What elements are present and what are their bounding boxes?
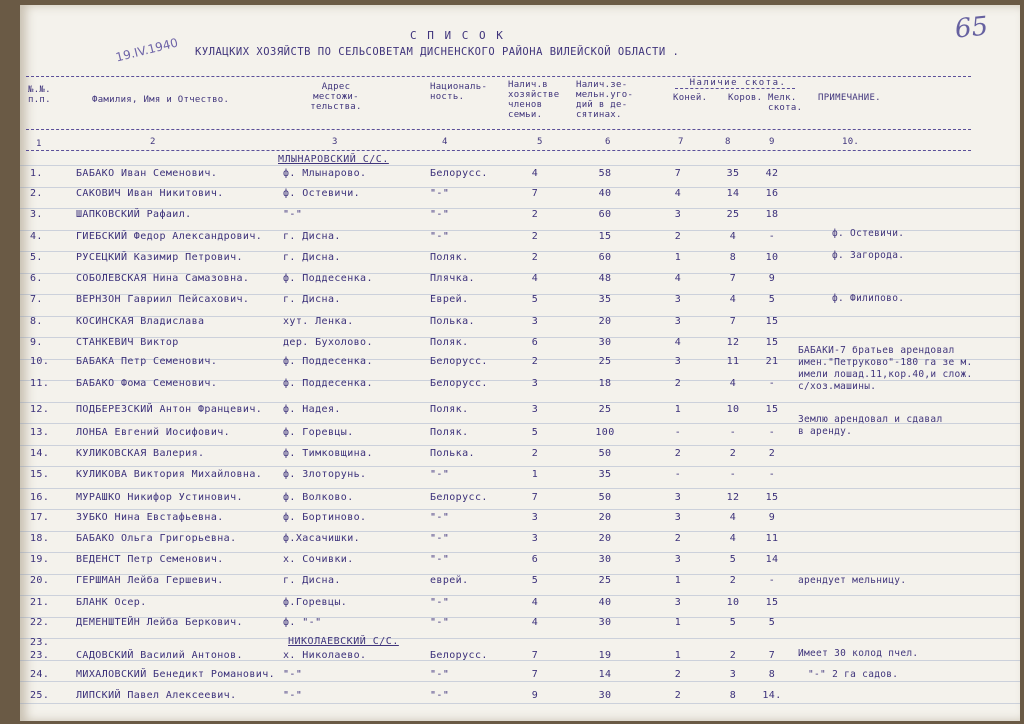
cell-name: ЛИПСКИЙ Павел Алексеевич. [76, 690, 237, 701]
cell-cows: 25 [726, 209, 740, 220]
cell-n: 24. [30, 669, 50, 680]
cell-small: 16 [765, 188, 779, 199]
cell-horses: 2 [674, 231, 682, 242]
cell-horses: 1 [674, 575, 682, 586]
table-row [20, 448, 1020, 468]
cell-small: 42 [765, 168, 779, 179]
header-name: Фамилия, Имя и Отчество. [92, 95, 230, 105]
cell-addr: ф. Поддесенка. [283, 356, 373, 367]
cell-horses: 3 [674, 554, 682, 565]
table-row [20, 316, 1020, 336]
cell-fam: 3 [531, 316, 539, 327]
cell-n: 15. [30, 469, 50, 480]
cell-horses: 1 [674, 404, 682, 415]
cell-name: РУСЕЦКИЙ Казимир Петрович. [76, 252, 243, 263]
cell-nat: "-" [430, 209, 450, 220]
cell-nat: Белорусс. [430, 378, 488, 389]
cell-small: - [768, 378, 776, 389]
cell-horses: 3 [674, 209, 682, 220]
cell-cows: 2 [729, 575, 737, 586]
cell-cows: 4 [729, 294, 737, 305]
cell-fam: 3 [531, 404, 539, 415]
colnum-6: 6 [605, 137, 611, 147]
cell-n: 21. [30, 597, 50, 608]
document-page [20, 5, 1020, 721]
note: Землю арендовал и сдавал [798, 414, 943, 425]
cell-small: 5 [768, 617, 776, 628]
cell-land: 58 [598, 168, 612, 179]
header-notes: ПРИМЕЧАНИЕ. [818, 93, 881, 103]
cell-land: 35 [598, 469, 612, 480]
cell-small: 11 [765, 533, 779, 544]
cell-cows: 7 [729, 316, 737, 327]
cell-addr: ф.Хасачишки. [283, 533, 361, 544]
cell-addr: ф. Млынарово. [283, 168, 367, 179]
header-nationality: Националь- ность. [430, 82, 488, 102]
cell-name: САКОВИЧ Иван Никитович. [76, 188, 224, 199]
cell-cows: - [729, 469, 737, 480]
cell-name: БЛАНК Осер. [76, 597, 147, 608]
cell-land: 60 [598, 209, 612, 220]
cell-n: 16. [30, 492, 50, 503]
cell-nat: еврей. [430, 575, 469, 586]
table-row [20, 512, 1020, 532]
table-row [20, 617, 1020, 637]
cell-land: 40 [598, 188, 612, 199]
colnum-4: 4 [442, 137, 448, 147]
page-number: 65 [953, 11, 990, 45]
cell-addr: ф. Надея. [283, 404, 341, 415]
cell-fam: 2 [531, 252, 539, 263]
cell-name: СОБОЛЕВСКАЯ Нина Самазовна. [76, 273, 250, 284]
cell-horses: - [674, 427, 682, 438]
cell-horses: 3 [674, 492, 682, 503]
cell-addr: ф. Поддесенка. [283, 378, 373, 389]
cell-cows: 14 [726, 188, 740, 199]
cell-name: САДОВСКИЙ Василий Антонов. [76, 650, 243, 661]
cell-small: 8 [768, 669, 776, 680]
cell-fam: 9 [531, 690, 539, 701]
table-row [20, 469, 1020, 489]
cell-horses: 3 [674, 356, 682, 367]
document-subtitle: КУЛАЦКИХ ХОЗЯЙСТВ ПО СЕЛЬСОВЕТАМ ДИСНЕНСКОГО РАЙОНА ВИЛЕЙСКОЙ ОБЛАСТИ . [195, 46, 680, 58]
note: БАБАКИ-7 братьев арендовал [798, 345, 955, 356]
section-label: МЛЫНАРОВСКИЙ С/С. [278, 154, 389, 165]
cell-name: ПОДБЕРЕЗСКИЙ Антон Францевич. [76, 404, 263, 415]
cell-horses: 4 [674, 273, 682, 284]
cell-land: 25 [598, 356, 612, 367]
cell-addr: ф. Поддесенка. [283, 273, 373, 284]
cell-name: ВЕДЕНСТ Петр Семенович. [76, 554, 224, 565]
cell-small: 15 [765, 492, 779, 503]
cell-cows: 7 [729, 273, 737, 284]
cell-n: 6. [30, 273, 43, 284]
cell-land: 25 [598, 575, 612, 586]
cell-nat: Полька. [430, 448, 475, 459]
cell-n: 22. [30, 617, 50, 628]
cell-fam: 2 [531, 356, 539, 367]
cell-n: 23. [30, 650, 50, 661]
cell-addr: "-" [283, 209, 303, 220]
cell-name: БАБАКА Петр Семенович. [76, 356, 218, 367]
cell-name: МУРАШКО Никифор Устинович. [76, 492, 243, 503]
cell-cows: 11 [726, 356, 740, 367]
cell-fam: 4 [531, 597, 539, 608]
cell-nat: Плячка. [430, 273, 475, 284]
cell-nat: Белорусс. [430, 168, 488, 179]
cell-small: - [768, 469, 776, 480]
ruled-line [20, 402, 1020, 403]
note: в аренду. [798, 426, 853, 437]
colnum-3: 3 [332, 137, 338, 147]
cell-name: КОСИНСКАЯ Владислава [76, 316, 205, 327]
cell-addr: ф. Волково. [283, 492, 354, 503]
note: имен."Петруково"-180 га зе м. [798, 357, 973, 368]
cell-addr: "-" [283, 690, 303, 701]
cell-small: 14 [765, 554, 779, 565]
table-row [20, 168, 1020, 188]
note: Имеет 30 колод пчел. [798, 648, 919, 659]
cell-cows: 8 [729, 690, 737, 701]
cell-cows: 35 [726, 168, 740, 179]
cell-nat: "-" [430, 617, 450, 628]
cell-n: 7. [30, 294, 43, 305]
cell-horses: 3 [674, 512, 682, 523]
cell-cows: 4 [729, 512, 737, 523]
cell-land: 20 [598, 533, 612, 544]
cell-addr: г. Дисна. [283, 252, 341, 263]
cell-horses: 2 [674, 669, 682, 680]
header-land: Налич.зе- мельн.уго- дий в де- сятинах. [576, 80, 634, 120]
header-family: Налич.в хозяйстве членов семьи. [508, 80, 560, 120]
document-title: С П И С О К [410, 29, 505, 42]
cell-addr: г. Дисна. [283, 231, 341, 242]
cell-n: 2. [30, 188, 43, 199]
cell-addr: "-" [283, 669, 303, 680]
cell-small: - [768, 231, 776, 242]
cell-n: 19. [30, 554, 50, 565]
cell-cows: 4 [729, 231, 737, 242]
cell-n: 14. [30, 448, 50, 459]
cell-name: ЛОНБА Евгений Иосифович. [76, 427, 231, 438]
cell-small: 7 [768, 650, 776, 661]
cell-nat: Еврей. [430, 294, 469, 305]
cell-cows: 10 [726, 404, 740, 415]
cell-horses: 1 [674, 617, 682, 628]
cell-name: ВЕРНЗОН Гавриил Пейсахович. [76, 294, 250, 305]
cell-cows: 4 [729, 533, 737, 544]
cell-horses: 1 [674, 252, 682, 263]
table-row [20, 188, 1020, 208]
cell-name: МИХАЛОВСКИЙ Бенедикт Романович. [76, 669, 276, 680]
cell-name: ГЕРШМАН Лейба Гершевич. [76, 575, 224, 586]
cell-fam: 5 [531, 427, 539, 438]
cell-land: 20 [598, 316, 612, 327]
cell-n: 1. [30, 168, 43, 179]
cell-fam: 7 [531, 188, 539, 199]
cell-cows: 8 [729, 252, 737, 263]
cell-cows: 10 [726, 597, 740, 608]
cell-cows: 5 [729, 554, 737, 565]
ruled-line [20, 595, 1020, 596]
cell-cows: 12 [726, 492, 740, 503]
cell-horses: 2 [674, 378, 682, 389]
cell-n: 10. [30, 356, 50, 367]
cell-nat: "-" [430, 188, 450, 199]
cell-fam: 7 [531, 492, 539, 503]
cell-cows: 4 [729, 378, 737, 389]
table-row [20, 273, 1020, 293]
cell-land: 30 [598, 617, 612, 628]
cell-horses: 2 [674, 690, 682, 701]
cell-fam: 2 [531, 448, 539, 459]
header-top-rule [26, 76, 971, 77]
cell-land: 40 [598, 597, 612, 608]
cell-nat: "-" [430, 512, 450, 523]
cell-small: 10 [765, 252, 779, 263]
cell-horses: 3 [674, 294, 682, 305]
cell-addr: ф.Горевцы. [283, 597, 348, 608]
colnum-9: 9 [769, 137, 775, 147]
cell-n: 9. [30, 337, 43, 348]
colnum-bottom-rule [26, 150, 971, 151]
cell-small: 9 [768, 512, 776, 523]
date-stamp: 19.IV.1940 [114, 35, 180, 65]
cell-n: 20. [30, 575, 50, 586]
cell-fam: 7 [531, 669, 539, 680]
cell-small: 21 [765, 356, 779, 367]
livestock-rule [675, 88, 795, 89]
cell-land: 60 [598, 252, 612, 263]
cell-horses: 4 [674, 188, 682, 199]
header-livestock-group: Наличие скота. [689, 78, 787, 88]
note: арендует мельницу. [798, 575, 907, 586]
cell-nat: Поляк. [430, 427, 469, 438]
header-small: Мелк. скота. [768, 93, 803, 113]
note: "-" 2 га садов. [808, 669, 899, 680]
cell-horses: - [674, 469, 682, 480]
cell-nat: "-" [430, 231, 450, 242]
cell-n: 13. [30, 427, 50, 438]
cell-n: 8. [30, 316, 43, 327]
cell-land: 19 [598, 650, 612, 661]
cell-nat: Поляк. [430, 252, 469, 263]
cell-nat: Белорусс. [430, 650, 488, 661]
note: ф. Филипово. [832, 293, 905, 304]
cell-name: СТАНКЕВИЧ Виктор [76, 337, 179, 348]
cell-fam: 4 [531, 273, 539, 284]
cell-nat: "-" [430, 597, 450, 608]
cell-addr: г. Дисна. [283, 575, 341, 586]
cell-small: - [768, 427, 776, 438]
cell-horses: 3 [674, 597, 682, 608]
cell-name: КУЛИКОВСКАЯ Валерия. [76, 448, 205, 459]
header-cows: Коров. [728, 93, 763, 103]
header-num: №.№. п.п. [28, 85, 51, 105]
cell-nat: Поляк. [430, 404, 469, 415]
cell-small: 15 [765, 597, 779, 608]
cell-name: ШАПКОВСКИЙ Рафаил. [76, 209, 192, 220]
cell-small: - [768, 575, 776, 586]
cell-nat: Полька. [430, 316, 475, 327]
cell-n: 23. [30, 637, 50, 648]
cell-land: 20 [598, 512, 612, 523]
cell-cows: 2 [729, 448, 737, 459]
cell-nat: "-" [430, 669, 450, 680]
cell-land: 25 [598, 404, 612, 415]
cell-fam: 4 [531, 617, 539, 628]
cell-small: 14. [762, 690, 782, 701]
cell-fam: 6 [531, 554, 539, 565]
header-horses: Коней. [673, 93, 708, 103]
cell-small: 5 [768, 294, 776, 305]
cell-fam: 5 [531, 575, 539, 586]
cell-land: 30 [598, 337, 612, 348]
cell-n: 17. [30, 512, 50, 523]
cell-name: ГИЕБСКИЙ Федор Александрович. [76, 231, 263, 242]
cell-n: 18. [30, 533, 50, 544]
cell-name: КУЛИКОВА Виктория Михайловна. [76, 469, 263, 480]
cell-fam: 2 [531, 231, 539, 242]
cell-horses: 4 [674, 337, 682, 348]
header-bottom-rule [26, 129, 971, 130]
cell-addr: ф. Бортиново. [283, 512, 367, 523]
cell-addr: дер. Бухолово. [283, 337, 373, 348]
table-row [20, 690, 1020, 710]
cell-horses: 3 [674, 316, 682, 327]
cell-cows: - [729, 427, 737, 438]
cell-cows: 3 [729, 669, 737, 680]
note: ф. Загорода. [832, 250, 905, 261]
cell-horses: 2 [674, 533, 682, 544]
section-label: НИКОЛАЕВСКИЙ С/С. [288, 636, 399, 647]
cell-n: 11. [30, 378, 50, 389]
cell-land: 30 [598, 690, 612, 701]
cell-land: 100 [595, 427, 615, 438]
cell-fam: 6 [531, 337, 539, 348]
cell-fam: 3 [531, 378, 539, 389]
cell-small: 9 [768, 273, 776, 284]
cell-fam: 7 [531, 650, 539, 661]
cell-addr: г. Дисна. [283, 294, 341, 305]
ruled-line [20, 165, 1020, 166]
cell-small: 15 [765, 404, 779, 415]
cell-land: 48 [598, 273, 612, 284]
cell-name: БАБАКО Иван Семенович. [76, 168, 218, 179]
cell-n: 5. [30, 252, 43, 263]
cell-n: 12. [30, 404, 50, 415]
cell-horses: 1 [674, 650, 682, 661]
colnum-1: 1 [36, 139, 42, 149]
cell-small: 18 [765, 209, 779, 220]
note: с/хоз.машины. [798, 381, 877, 392]
cell-name: ДЕМЕНШТЕЙН Лейба Беркович. [76, 617, 243, 628]
cell-fam: 5 [531, 294, 539, 305]
cell-nat: Белорусс. [430, 492, 488, 503]
cell-small: 2 [768, 448, 776, 459]
cell-cows: 12 [726, 337, 740, 348]
note: имели лошад.11,кор.40,и слож. [798, 369, 973, 380]
table-row [20, 427, 1020, 447]
cell-land: 35 [598, 294, 612, 305]
cell-cows: 5 [729, 617, 737, 628]
cell-land: 18 [598, 378, 612, 389]
cell-name: БАБАКО Фома Семенович. [76, 378, 218, 389]
cell-small: 15 [765, 316, 779, 327]
cell-fam: 3 [531, 533, 539, 544]
cell-land: 30 [598, 554, 612, 565]
header-address: Адрес местожи- тельства. [310, 82, 362, 112]
cell-fam: 3 [531, 512, 539, 523]
cell-addr: ф. Остевичи. [283, 188, 361, 199]
cell-name: БАБАКО Ольга Григорьевна. [76, 533, 237, 544]
cell-land: 15 [598, 231, 612, 242]
cell-addr: х. Сочивки. [283, 554, 354, 565]
table-row [20, 597, 1020, 617]
colnum-7: 7 [678, 137, 684, 147]
cell-land: 50 [598, 448, 612, 459]
cell-nat: Белорусс. [430, 356, 488, 367]
table-row [20, 492, 1020, 512]
cell-horses: 2 [674, 448, 682, 459]
colnum-10: 10. [842, 137, 860, 147]
cell-fam: 2 [531, 209, 539, 220]
cell-nat: "-" [430, 533, 450, 544]
cell-small: 15 [765, 337, 779, 348]
note: ф. Остевичи. [832, 228, 905, 239]
cell-n: 25. [30, 690, 50, 701]
cell-addr: ф. Злоторунь. [283, 469, 367, 480]
cell-nat: "-" [430, 554, 450, 565]
cell-fam: 1 [531, 469, 539, 480]
cell-land: 50 [598, 492, 612, 503]
cell-nat: "-" [430, 690, 450, 701]
cell-addr: ф. Тимковщина. [283, 448, 373, 459]
table-row [20, 554, 1020, 574]
colnum-5: 5 [537, 137, 543, 147]
cell-addr: х. Николаево. [283, 650, 367, 661]
colnum-8: 8 [725, 137, 731, 147]
cell-fam: 4 [531, 168, 539, 179]
cell-nat: Поляк. [430, 337, 469, 348]
cell-horses: 7 [674, 168, 682, 179]
cell-addr: ф. "-" [283, 617, 322, 628]
colnum-2: 2 [150, 137, 156, 147]
cell-addr: хут. Ленка. [283, 316, 354, 327]
cell-addr: ф. Горевцы. [283, 427, 354, 438]
cell-nat: "-" [430, 469, 450, 480]
table-row [20, 533, 1020, 553]
cell-n: 3. [30, 209, 43, 220]
cell-n: 4. [30, 231, 43, 242]
cell-land: 14 [598, 669, 612, 680]
table-row [20, 209, 1020, 229]
cell-cows: 2 [729, 650, 737, 661]
cell-name: ЗУБКО Нина Евстафьевна. [76, 512, 224, 523]
